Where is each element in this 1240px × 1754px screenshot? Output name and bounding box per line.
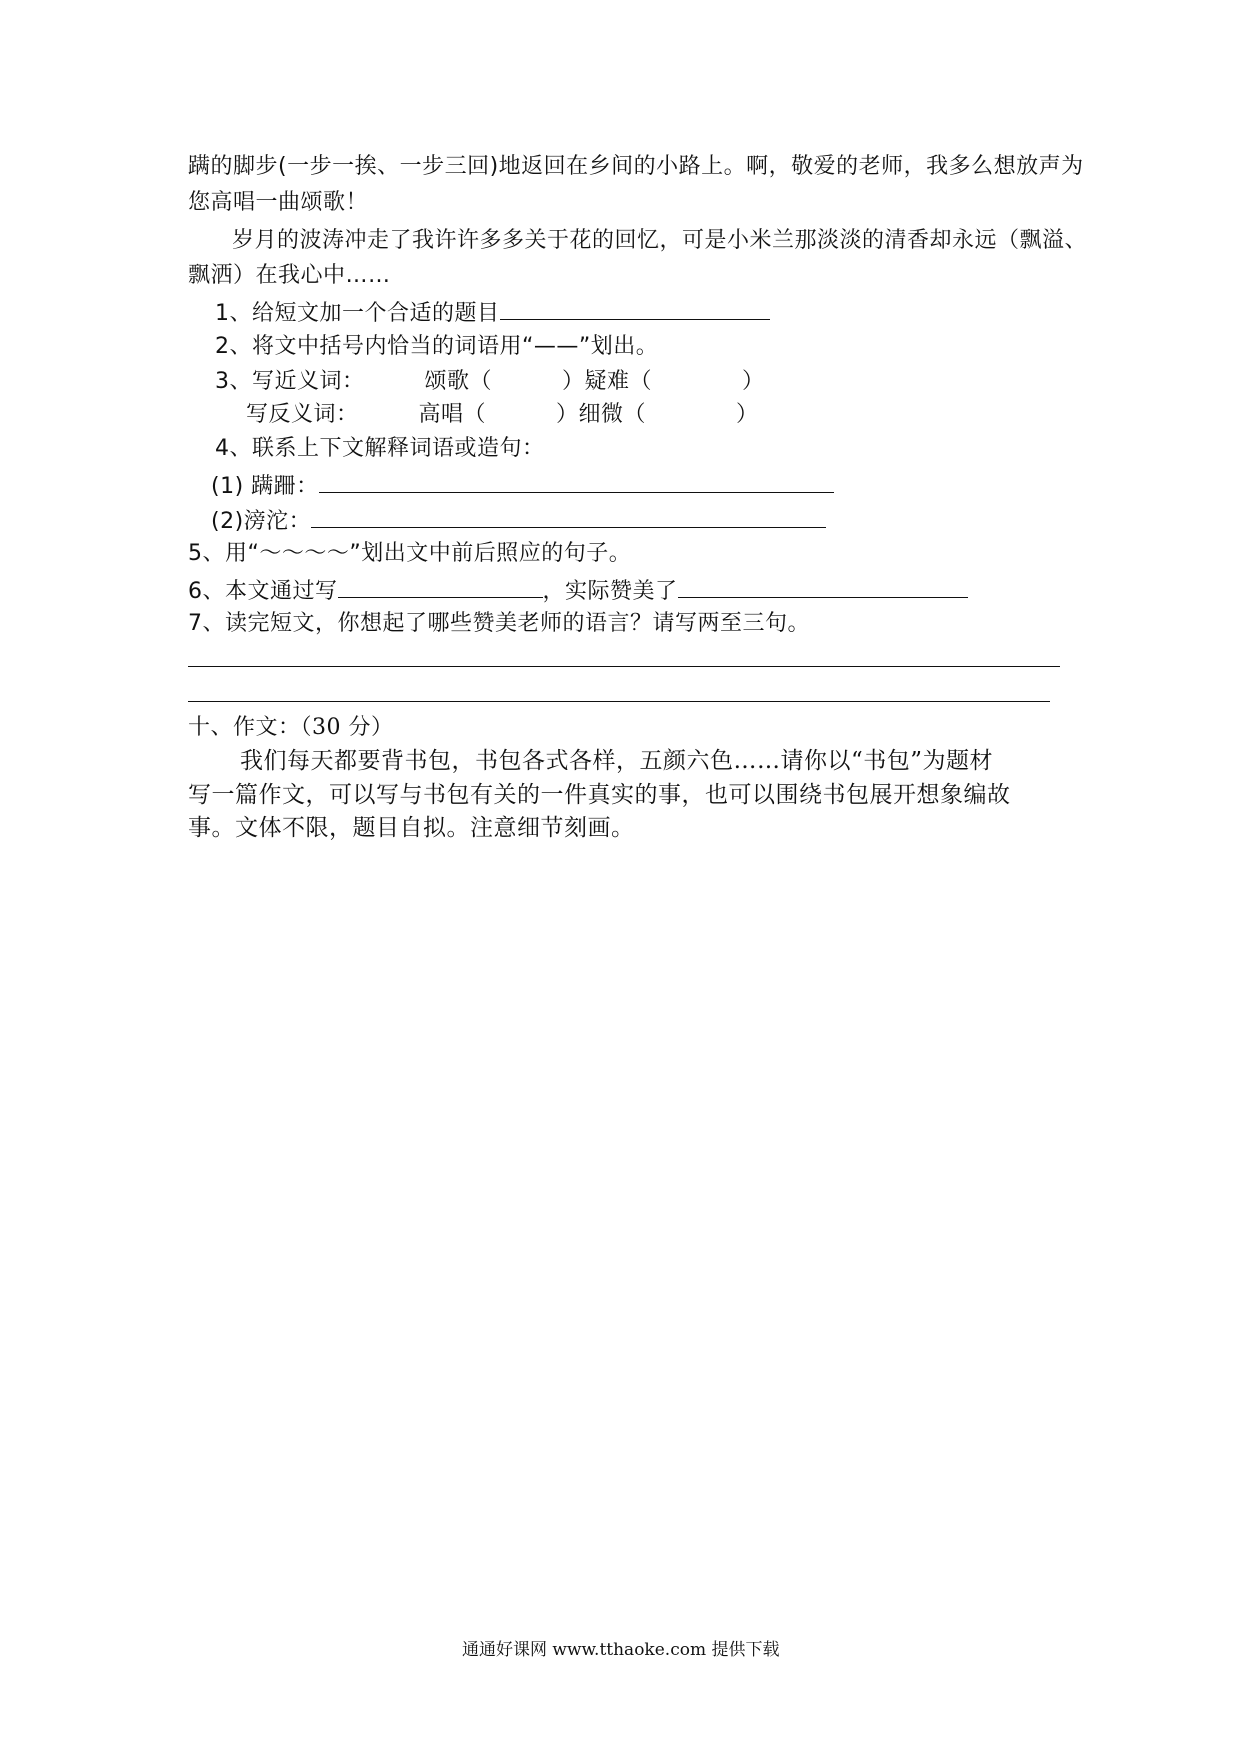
question-4-2-label: (2)滂沱： <box>211 509 312 534</box>
composition-line-2: 写一篇作文，可以写与书包有关的一件真实的事，也可以围绕书包展开想象编故 <box>188 782 1011 808</box>
question-4-2-answer-blank[interactable] <box>311 505 826 528</box>
question-6-text-b: ，实际赞美了 <box>542 579 678 604</box>
composition-line-1: 我们每天都要背书包，书包各式各样，五颜六色……请你以“书包”为题材 <box>240 748 994 774</box>
question-1-text: 1、给短文加一个合适的题目 <box>215 301 500 326</box>
question-1 <box>215 297 770 329</box>
passage-line-4: 飘洒）在我心中…… <box>188 263 391 288</box>
question-3b-label: 写反义词： <box>246 402 359 427</box>
question-4-1 <box>211 470 834 502</box>
composition-heading: 十、作文：（30 分） <box>188 715 394 740</box>
question-2: 2、将文中括号内恰当的词语用“——”划出。 <box>215 334 659 359</box>
question-6 <box>188 575 968 607</box>
antonym-close-paren: ） <box>736 402 759 427</box>
question-4: 4、联系上下文解释词语或造句： <box>215 436 545 461</box>
synonym-word-1: 颂歌（ <box>424 369 493 394</box>
composition-line-3: 事。文体不限，题目自拟。注意细节刻画。 <box>188 815 635 841</box>
question-3-antonyms <box>246 400 759 430</box>
question-4-1-answer-blank[interactable] <box>319 470 834 493</box>
question-6-blank-1[interactable] <box>338 575 543 598</box>
question-7: 7、读完短文，你想起了哪些赞美老师的语言？请写两至三句。 <box>188 611 810 636</box>
question-3-label: 3、写近义词： <box>215 369 365 394</box>
question-6-text-a: 6、本文通过写 <box>188 579 338 604</box>
question-3-synonyms <box>215 367 765 397</box>
question-4-2 <box>211 505 826 537</box>
question-5: 5、用“～～～～”划出文中前后照应的句子。 <box>188 541 632 566</box>
question-4-1-label: (1) 蹒跚： <box>211 474 319 499</box>
passage-line-3: 岁月的波涛冲走了我许许多多关于花的回忆，可是小米兰那淡淡的清香却永远（飘溢、 <box>232 228 1088 253</box>
question-1-answer-blank[interactable] <box>500 297 770 320</box>
question-6-blank-2[interactable] <box>678 575 968 598</box>
antonym-word-2: ）细微（ <box>556 402 647 427</box>
antonym-word-1: 高唱（ <box>418 402 487 427</box>
synonym-word-2: ）疑难（ <box>562 369 653 394</box>
answer-line-2[interactable] <box>188 701 1050 702</box>
page-footer: 通通好课网 www.tthaoke.com 提供下载 <box>462 1640 780 1660</box>
answer-line-1[interactable] <box>188 666 1060 667</box>
passage-line-1: 蹒的脚步(一步一挨、一步三回)地返回在乡间的小路上。啊，敬爱的老师，我多么想放声为 <box>188 154 1084 179</box>
synonym-close-paren: ） <box>742 369 765 394</box>
passage-line-2: 您高唱一曲颂歌！ <box>188 190 369 215</box>
